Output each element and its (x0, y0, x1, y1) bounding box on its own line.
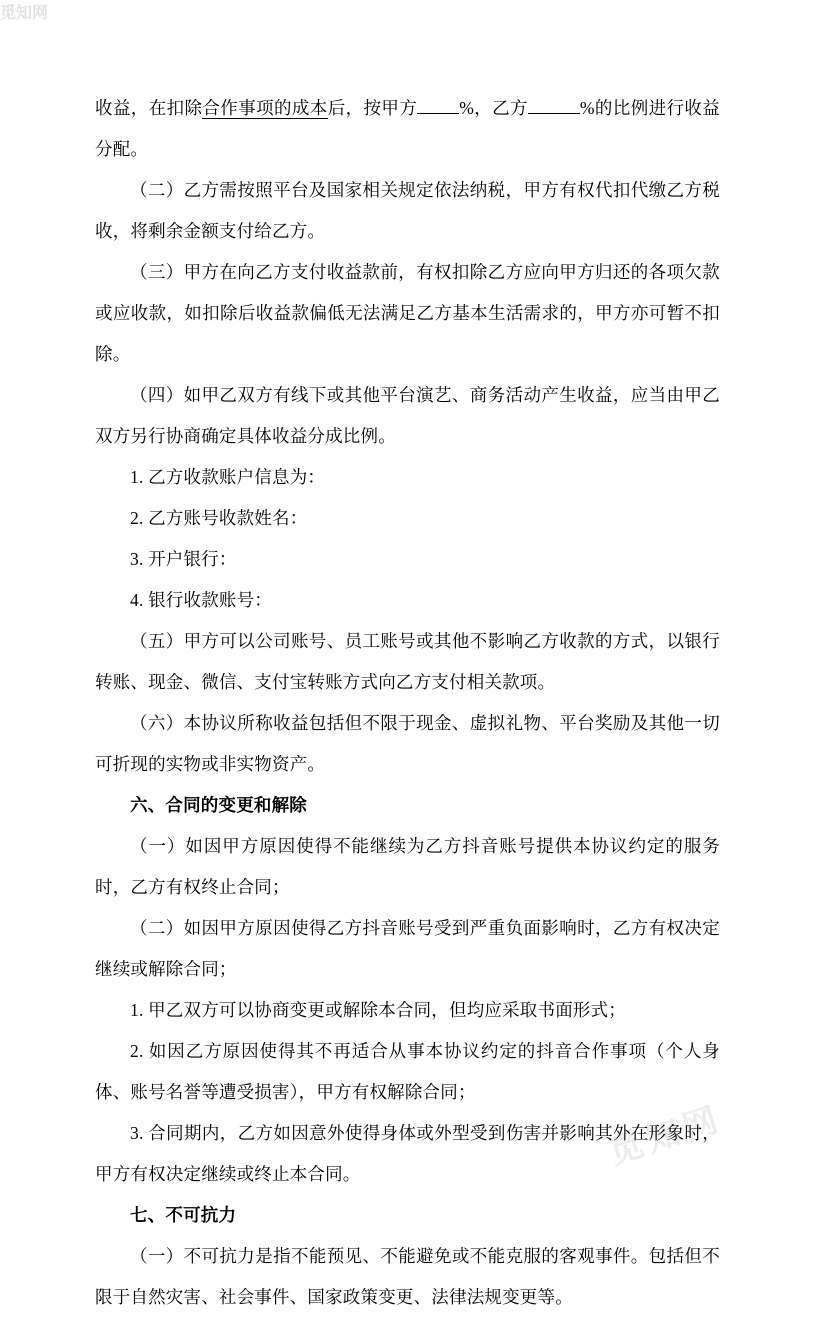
paragraph-offline-activity: （四）如甲乙双方有线下或其他平台演艺、商务活动产生收益，应当由甲乙双方另行协商确定具体收益分成比例。 (95, 385, 720, 446)
paragraph-bank: 3. 开户银行： (130, 549, 237, 569)
paragraph-6-2: （二）如因甲方原因使得乙方抖音账号受到严重负面影响时，乙方有权决定继续或解除合同； (95, 918, 720, 979)
watermark-main: 觅知网 (0, 5, 49, 22)
paragraph-6-3: 1. 甲乙双方可以协商变更或解除本合同，但均应采取书面形式； (130, 1000, 626, 1020)
document-body (95, 88, 720, 1318)
heading-section-six: 六、合同的变更和解除 (130, 795, 307, 815)
paragraph-bank-account: 4. 银行收款账号： (130, 590, 272, 610)
paragraph-account-name: 2. 乙方账号收款姓名： (130, 508, 308, 528)
paragraph-tax: （二）乙方需按照平台及国家相关规定依法纳税，甲方有权代扣代缴乙方税收，将剩余金额支付给乙方。 (95, 180, 720, 241)
text-segment-underlined: 合作事项的成本 (202, 98, 328, 118)
paragraph-payment-method: （五）甲方可以公司账号、员工账号或其他不影响乙方收款的方式，以银行转账、现金、微信、支付宝转账方式向乙方支付相关款项。 (95, 631, 720, 692)
paragraph-7-1: （一）不可抗力是指不能预见、不能避免或不能克服的客观事件。包括但不限于自然灾害、社会事件、国家政策变更、法律法规变更等。 (95, 1246, 720, 1307)
text-segment: %的比例进行收益分配。 (95, 98, 721, 159)
text-segment: %，乙方 (459, 98, 528, 118)
text-segment: 收益，在扣除 (95, 98, 203, 118)
fill-in-blank-party-a[interactable] (417, 113, 459, 114)
fill-in-blank-party-b[interactable] (528, 113, 580, 114)
paragraph-6-5: 3. 合同期内，乙方如因意外使得身体或外型受到伤害并影响其外在形象时，甲方有权决定继续或终止本合同。 (95, 1123, 720, 1184)
paragraph-income-scope: （六）本协议所称收益包括但不限于现金、虚拟礼物、平台奖励及其他一切可折现的实物或非实物资产。 (95, 713, 720, 774)
watermark-bottom: 觅知网 (604, 1100, 728, 1172)
paragraph-6-1: （一）如因甲方原因使得不能继续为乙方抖音账号提供本协议约定的服务时，乙方有权终止合同； (95, 836, 720, 897)
paragraph-account-info: 1. 乙方收款账户信息为： (130, 467, 326, 487)
paragraph-6-4: 2. 如因乙方原因使得其不再适合从事本协议约定的抖音合作事项（个人身体、账号名誉等遭受损害），甲方有权解除合同； (95, 1041, 720, 1102)
text-segment: 后，按甲方 (327, 98, 418, 118)
paragraph-income-split (95, 88, 720, 170)
heading-section-seven: 七、不可抗力 (130, 1205, 237, 1225)
paragraph-deduction: （三）甲方在向乙方支付收益款前，有权扣除乙方应向甲方归还的各项欠款或应收款，如扣除后收益款偏低无法满足乙方基本生活需求的，甲方亦可暂不扣除。 (95, 262, 720, 364)
